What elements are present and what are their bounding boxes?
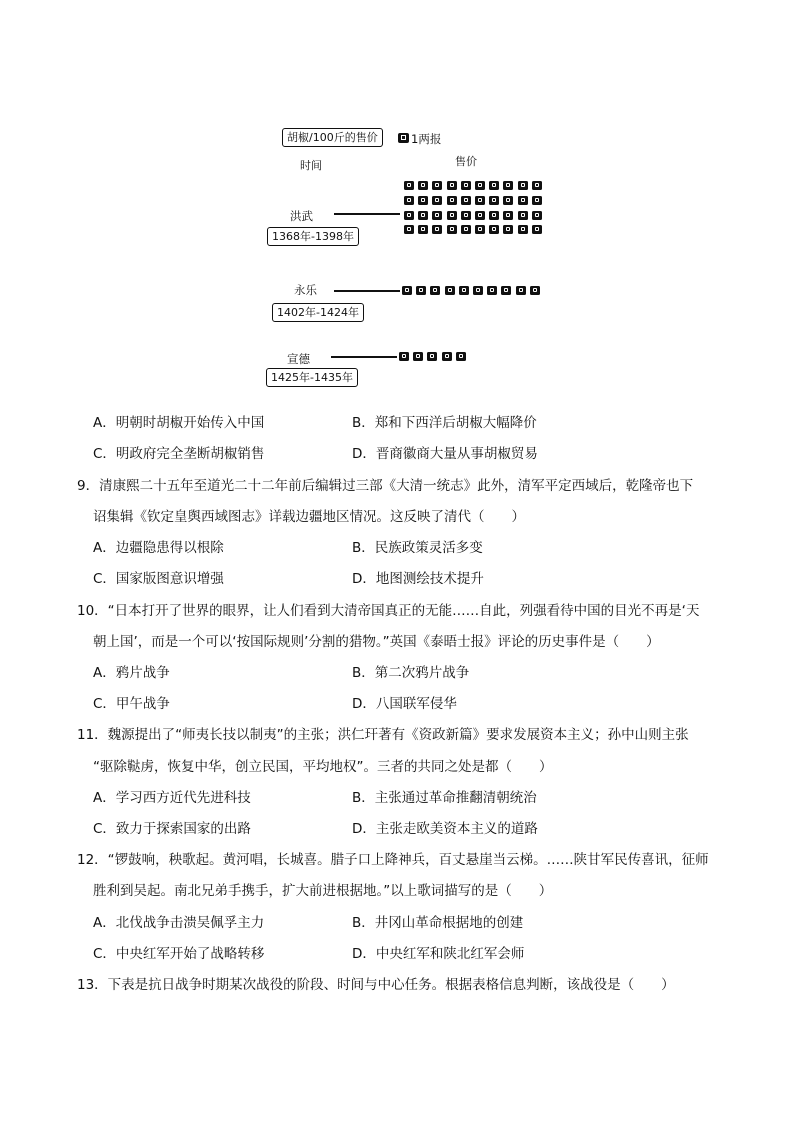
era-years-box: 1368年-1398年 — [267, 227, 359, 246]
coin-icon — [489, 196, 499, 205]
coin-icon — [461, 211, 471, 220]
coin-icon — [489, 225, 499, 234]
q9-option-a: A．边疆隐患得以根除 — [93, 540, 224, 556]
q11-stem-line2: “驱除鞑虏，恢复中华，创立民国，平均地权”。三者的共同之处是都（ ） — [93, 759, 553, 775]
q9-option-c: C．国家版图意识增强 — [93, 571, 224, 587]
coin-icon — [489, 211, 499, 220]
column-time-header: 时间 — [300, 159, 322, 172]
q9-stem-line2: 诏集辑《钦定皇舆西域图志》详载边疆地区情况。这反映了清代（ ） — [93, 509, 525, 525]
coin-icon — [418, 211, 428, 220]
coin-icon — [447, 181, 457, 190]
q10-stem-line2: 朝上国’，而是一个可以‘按国际规则’分割的猎物。”英国《泰晤士报》评论的历史事件是（ ） — [93, 634, 660, 650]
q8-option-c: C．明政府完全垄断胡椒销售 — [93, 446, 265, 462]
q8-option-b: B．郑和下西洋后胡椒大幅降价 — [352, 415, 537, 431]
column-price-header: 售价 — [455, 155, 477, 168]
coin-icon — [404, 225, 414, 234]
coin-icon — [461, 196, 471, 205]
coin-icon — [430, 286, 440, 295]
q9-stem-line1: 9．清康熙二十五年至道光二十二年前后编辑过三部《大清一统志》此外，清军平定西域后，乾隆帝也下 — [77, 478, 694, 494]
q12-option-c: C．中央红军开始了战略转移 — [93, 946, 265, 962]
q10-option-c: C．甲午战争 — [93, 696, 170, 712]
coin-icon — [518, 225, 528, 234]
coin-icon — [399, 352, 409, 361]
q12-stem-line2: 胜利到吴起。南北兄弟手携手，扩大前进根据地。”以上歌词描写的是（ ） — [93, 883, 553, 899]
coin-icon — [501, 286, 511, 295]
coin-icon — [413, 352, 423, 361]
coin-icon — [475, 181, 485, 190]
coin-icon — [404, 196, 414, 205]
coin-icon — [532, 225, 542, 234]
coin-icon — [432, 196, 442, 205]
coin-icon — [530, 286, 540, 295]
q12-option-d: D．中央红军和陕北红军会师 — [352, 946, 525, 962]
coin-icon — [459, 286, 469, 295]
connector-line — [334, 290, 400, 292]
q11-option-d: D．主张走欧美资本主义的道路 — [352, 821, 538, 837]
q10-option-d: D．八国联军侵华 — [352, 696, 457, 712]
coin-icon — [503, 196, 513, 205]
q11-stem-line1: 11．魏源提出了“师夷长技以制夷”的主张；洪仁玕著有《资政新篇》要求发展资本主义；孙中山则主张 — [77, 727, 689, 743]
q8-option-d: D．晋商徽商大量从事胡椒贸易 — [352, 446, 538, 462]
era-label-xuande: 宣德 — [287, 352, 310, 366]
coin-icon — [418, 225, 428, 234]
era-years-box: 1425年-1435年 — [266, 368, 358, 387]
coin-icon — [503, 211, 513, 220]
coin-icon — [427, 352, 437, 361]
q8-option-a: A．明朝时胡椒开始传入中国 — [93, 415, 265, 431]
coin-legend-icon — [398, 133, 409, 143]
coin-icon — [461, 225, 471, 234]
q10-option-a: A．鸦片战争 — [93, 665, 170, 681]
coin-icon — [487, 286, 497, 295]
coin-icon — [473, 286, 483, 295]
coin-icon — [518, 181, 528, 190]
coin-icon — [404, 181, 414, 190]
coin-icon — [445, 286, 455, 295]
q9-option-d: D．地图测绘技术提升 — [352, 571, 484, 587]
coin-icon — [518, 211, 528, 220]
connector-line — [331, 356, 397, 358]
q11-option-b: B．主张通过革命推翻清朝统治 — [352, 790, 537, 806]
coin-icon — [442, 352, 452, 361]
era-years-box: 1402年-1424年 — [272, 303, 364, 322]
coin-icon — [418, 181, 428, 190]
legend-label: 1两报 — [411, 132, 442, 146]
q10-option-b: B．第二次鸦片战争 — [352, 665, 470, 681]
era-label-yongle: 永乐 — [294, 283, 317, 297]
q11-option-a: A．学习西方近代先进科技 — [93, 790, 251, 806]
coin-icon — [475, 225, 485, 234]
coin-icon — [516, 286, 526, 295]
coin-icon — [503, 181, 513, 190]
q12-stem-line1: 12．“锣鼓响，秧歌起。黄河唱，长城喜。腊子口上降神兵，百丈悬崖当云梯。……陕甘军民传喜讯，征师 — [77, 852, 709, 868]
coin-icon — [503, 225, 513, 234]
coin-icon — [532, 211, 542, 220]
coin-icon — [447, 211, 457, 220]
coin-icon — [475, 196, 485, 205]
connector-line — [334, 213, 400, 215]
coin-icon — [432, 211, 442, 220]
q9-option-b: B．民族政策灵活多变 — [352, 540, 483, 556]
q10-stem-line1: 10．“日本打开了世界的眼界，让人们看到大清帝国真正的无能……自此，列强看待中国的目光不再是‘天 — [77, 603, 700, 619]
q13-stem-line1: 13．下表是抗日战争时期某次战役的阶段、时间与中心任务。根据表格信息判断，该战役是（ ） — [77, 977, 675, 993]
q12-option-a: A．北伐战争击溃吴佩孚主力 — [93, 915, 265, 931]
coin-icon — [404, 211, 414, 220]
q12-option-b: B．井冈山革命根据地的创建 — [352, 915, 524, 931]
coin-icon — [475, 211, 485, 220]
coin-icon — [402, 286, 412, 295]
coin-icon — [518, 196, 528, 205]
coin-icon — [416, 286, 426, 295]
figure-title-box: 胡椒/100斤的售价 — [282, 128, 383, 147]
q11-option-c: C．致力于探索国家的出路 — [93, 821, 251, 837]
coin-icon — [447, 225, 457, 234]
coin-icon — [461, 181, 471, 190]
coin-icon — [447, 196, 457, 205]
coin-icon — [532, 181, 542, 190]
coin-icon — [456, 352, 466, 361]
coin-icon — [532, 196, 542, 205]
coin-icon — [432, 181, 442, 190]
coin-icon — [489, 181, 499, 190]
coin-icon — [418, 196, 428, 205]
era-label-hongwu: 洪武 — [290, 209, 313, 223]
coin-icon — [432, 225, 442, 234]
